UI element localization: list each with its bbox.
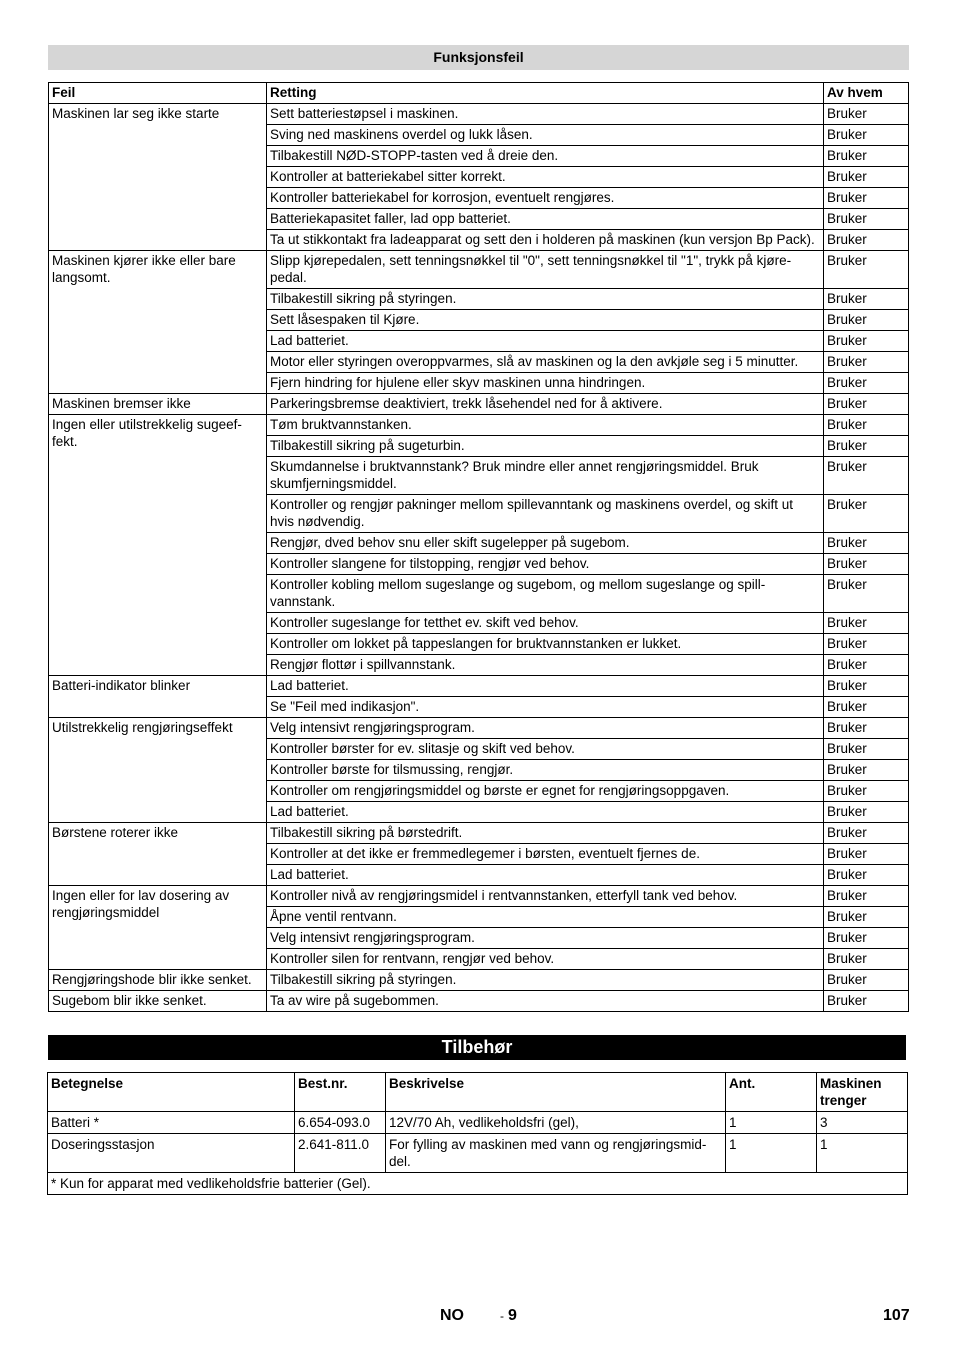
- remedy-cell: Ta ut stikkontakt fra ladeapparat og sett den i holderen på maskinen (kun versjon Bp Pack).: [267, 230, 824, 251]
- remedy-cell: Fjern hindring for hjulene eller skyv maskinen unna hindringen.: [267, 373, 824, 394]
- responsible-cell: Bruker: [824, 188, 909, 209]
- remedy-cell: Sett batteriestøpsel i maskinen.: [267, 104, 824, 125]
- accessories-table-body: [48, 1112, 908, 1195]
- fault-cell: Børstene roterer ikke: [49, 823, 267, 886]
- responsible-cell: Bruker: [824, 310, 909, 331]
- remedy-cell: Sving ned maskinens overdel og lukk låsen.: [267, 125, 824, 146]
- remedy-cell: Kontroller børster for ev. slitasje og skift ved behov.: [267, 739, 824, 760]
- remedy-cell: Tilbakestill sikring på børstedrift.: [267, 823, 824, 844]
- responsible-cell: Bruker: [824, 613, 909, 634]
- footer-section: [500, 1307, 517, 1325]
- fault-cell: Maskinen kjører ikke eller bare langsomt.: [49, 251, 267, 394]
- remedy-cell: Lad batteriet.: [267, 676, 824, 697]
- responsible-cell: Bruker: [824, 970, 909, 991]
- remedy-cell: Tilbakestill sikring på styringen.: [267, 970, 824, 991]
- table-row: [49, 970, 909, 991]
- remedy-cell: Slipp kjørepedalen, sett tenningsnøkkel til "0", sett tenningsnøkkel til "1", trykk på kjøre-pedal.: [267, 251, 824, 289]
- remedy-cell: Kontroller nivå av rengjøringsmidel i rentvannstanken, etterfyll tank ved behov.: [267, 886, 824, 907]
- responsible-cell: Bruker: [824, 209, 909, 230]
- remedy-cell: Kontroller at det ikke er fremmedlegemer i børsten, eventuelt fjernes de.: [267, 844, 824, 865]
- fault-section-title: Funksjonsfeil: [48, 45, 909, 70]
- description-cell: 12V/70 Ah, vedlikeholdsfri (gel),: [386, 1112, 726, 1134]
- accessories-header-row: [48, 1073, 908, 1112]
- responsible-cell: Bruker: [824, 802, 909, 823]
- remedy-cell: Tøm bruktvannstanken.: [267, 415, 824, 436]
- fault-table-header-row: [49, 83, 909, 104]
- remedy-cell: Rengjør, dved behov snu eller skift sugelepper på sugebom.: [267, 533, 824, 554]
- table-row: [49, 991, 909, 1012]
- responsible-cell: Bruker: [824, 928, 909, 949]
- fault-table: [48, 82, 909, 1012]
- remedy-cell: Lad batteriet.: [267, 802, 824, 823]
- responsible-cell: Bruker: [824, 146, 909, 167]
- fault-cell: Maskinen bremser ikke: [49, 394, 267, 415]
- responsible-cell: Bruker: [824, 823, 909, 844]
- responsible-cell: Bruker: [824, 718, 909, 739]
- fault-cell: Sugebom blir ikke senket.: [49, 991, 267, 1012]
- responsible-cell: Bruker: [824, 436, 909, 457]
- header-av-hvem: Av hvem: [824, 83, 909, 104]
- table-row: [49, 676, 909, 697]
- table-row: [48, 1112, 908, 1134]
- description-cell: For fylling av maskinen med vann og rengjøringsmid-del.: [386, 1134, 726, 1173]
- order-number-cell: 6.654-093.0: [295, 1112, 386, 1134]
- fault-cell: Ingen eller utilstrekkelig sugeef-fekt.: [49, 415, 267, 676]
- machine-needs-cell: 1: [817, 1134, 908, 1173]
- header-maskinen-trenger: Maskinen trenger: [817, 1073, 908, 1112]
- fault-cell: Utilstrekkelig rengjøringseffekt: [49, 718, 267, 823]
- responsible-cell: Bruker: [824, 289, 909, 310]
- quantity-cell: 1: [726, 1112, 817, 1134]
- responsible-cell: Bruker: [824, 949, 909, 970]
- responsible-cell: Bruker: [824, 634, 909, 655]
- responsible-cell: Bruker: [824, 697, 909, 718]
- remedy-cell: Kontroller at batteriekabel sitter korrekt.: [267, 167, 824, 188]
- remedy-cell: Skumdannelse i bruktvannstank? Bruk mindre eller annet rengjøringsmiddel. Bruk skumfjerningsmiddel.: [267, 457, 824, 495]
- header-beskrivelse: Beskrivelse: [386, 1073, 726, 1112]
- table-row: [49, 104, 909, 125]
- header-feil: Feil: [49, 83, 267, 104]
- remedy-cell: Velg intensivt rengjøringsprogram.: [267, 928, 824, 949]
- responsible-cell: Bruker: [824, 676, 909, 697]
- responsible-cell: Bruker: [824, 844, 909, 865]
- remedy-cell: Kontroller sugeslange for tetthet ev. skift ved behov.: [267, 613, 824, 634]
- remedy-cell: Tilbakestill sikring på sugeturbin.: [267, 436, 824, 457]
- responsible-cell: Bruker: [824, 655, 909, 676]
- responsible-cell: Bruker: [824, 781, 909, 802]
- accessories-section-title: Tilbehør: [48, 1035, 906, 1060]
- remedy-cell: Tilbakestill sikring på styringen.: [267, 289, 824, 310]
- responsible-cell: Bruker: [824, 251, 909, 289]
- remedy-cell: Rengjør flottør i spillvannstank.: [267, 655, 824, 676]
- responsible-cell: Bruker: [824, 991, 909, 1012]
- remedy-cell: Ta av wire på sugebommen.: [267, 991, 824, 1012]
- responsible-cell: Bruker: [824, 125, 909, 146]
- table-row: [49, 415, 909, 436]
- remedy-cell: Åpne ventil rentvann.: [267, 907, 824, 928]
- table-row: [49, 718, 909, 739]
- table-row: [49, 823, 909, 844]
- responsible-cell: Bruker: [824, 495, 909, 533]
- responsible-cell: Bruker: [824, 554, 909, 575]
- order-number-cell: 2.641-811.0: [295, 1134, 386, 1173]
- accessories-table: [47, 1072, 908, 1195]
- remedy-cell: Kontroller kobling mellom sugeslange og sugebom, og mellom sugeslange og spill-vannstank.: [267, 575, 824, 613]
- fault-cell: Ingen eller for lav dosering av rengjøringsmiddel: [49, 886, 267, 970]
- remedy-cell: Velg intensivt rengjøringsprogram.: [267, 718, 824, 739]
- remedy-cell: Lad batteriet.: [267, 331, 824, 352]
- responsible-cell: Bruker: [824, 230, 909, 251]
- responsible-cell: Bruker: [824, 104, 909, 125]
- responsible-cell: Bruker: [824, 394, 909, 415]
- remedy-cell: Kontroller batteriekabel for korrosjon, eventuelt rengjøres.: [267, 188, 824, 209]
- footer-dash: -: [500, 1309, 504, 1323]
- header-betegnelse: Betegnelse: [48, 1073, 295, 1112]
- responsible-cell: Bruker: [824, 886, 909, 907]
- responsible-cell: Bruker: [824, 373, 909, 394]
- remedy-cell: Tilbakestill NØD-STOPP-tasten ved å dreie den.: [267, 146, 824, 167]
- remedy-cell: Kontroller om rengjøringsmiddel og børste er egnet for rengjøringsoppgaven.: [267, 781, 824, 802]
- table-row: [49, 251, 909, 289]
- fault-cell: Rengjøringshode blir ikke senket.: [49, 970, 267, 991]
- responsible-cell: Bruker: [824, 739, 909, 760]
- fault-cell: Maskinen lar seg ikke starte: [49, 104, 267, 251]
- header-retting: Retting: [267, 83, 824, 104]
- responsible-cell: Bruker: [824, 331, 909, 352]
- header-bestnr: Best.nr.: [295, 1073, 386, 1112]
- responsible-cell: Bruker: [824, 167, 909, 188]
- table-row: [48, 1134, 908, 1173]
- table-row: [49, 394, 909, 415]
- remedy-cell: Batteriekapasitet faller, lad opp batteriet.: [267, 209, 824, 230]
- quantity-cell: 1: [726, 1134, 817, 1173]
- remedy-cell: Kontroller slangene for tilstopping, rengjør ved behov.: [267, 554, 824, 575]
- remedy-cell: Kontroller og rengjør pakninger mellom spillevanntank og maskinens overdel, og skift ut hvis nødvendig.: [267, 495, 824, 533]
- footer-page-number: 107: [883, 1307, 910, 1324]
- remedy-cell: Parkeringsbremse deaktiviert, trekk låsehendel ned for å aktivere.: [267, 394, 824, 415]
- footnote-row: [48, 1173, 908, 1195]
- fault-cell: Batteri-indikator blinker: [49, 676, 267, 718]
- remedy-cell: Kontroller børste for tilsmussing, rengjør.: [267, 760, 824, 781]
- responsible-cell: Bruker: [824, 352, 909, 373]
- remedy-cell: Kontroller om lokket på tappeslangen for bruktvannstanken er lukket.: [267, 634, 824, 655]
- header-ant: Ant.: [726, 1073, 817, 1112]
- footer-language: NO: [440, 1307, 464, 1324]
- footer-section-number: 9: [508, 1307, 517, 1324]
- responsible-cell: Bruker: [824, 457, 909, 495]
- responsible-cell: Bruker: [824, 415, 909, 436]
- designation-cell: Batteri *: [48, 1112, 295, 1134]
- table-row: [49, 886, 909, 907]
- fault-table-body: [49, 104, 909, 1012]
- designation-cell: Doseringsstasjon: [48, 1134, 295, 1173]
- responsible-cell: Bruker: [824, 575, 909, 613]
- responsible-cell: Bruker: [824, 865, 909, 886]
- remedy-cell: Lad batteriet.: [267, 865, 824, 886]
- remedy-cell: Sett låsespaken til Kjøre.: [267, 310, 824, 331]
- footnote: * Kun for apparat med vedlikeholdsfrie batterier (Gel).: [48, 1173, 908, 1195]
- responsible-cell: Bruker: [824, 907, 909, 928]
- remedy-cell: Motor eller styringen overoppvarmes, slå av maskinen og la den avkjøle seg i 5 minutter.: [267, 352, 824, 373]
- machine-needs-cell: 3: [817, 1112, 908, 1134]
- responsible-cell: Bruker: [824, 533, 909, 554]
- responsible-cell: Bruker: [824, 760, 909, 781]
- remedy-cell: Kontroller silen for rentvann, rengjør ved behov.: [267, 949, 824, 970]
- remedy-cell: Se "Feil med indikasjon".: [267, 697, 824, 718]
